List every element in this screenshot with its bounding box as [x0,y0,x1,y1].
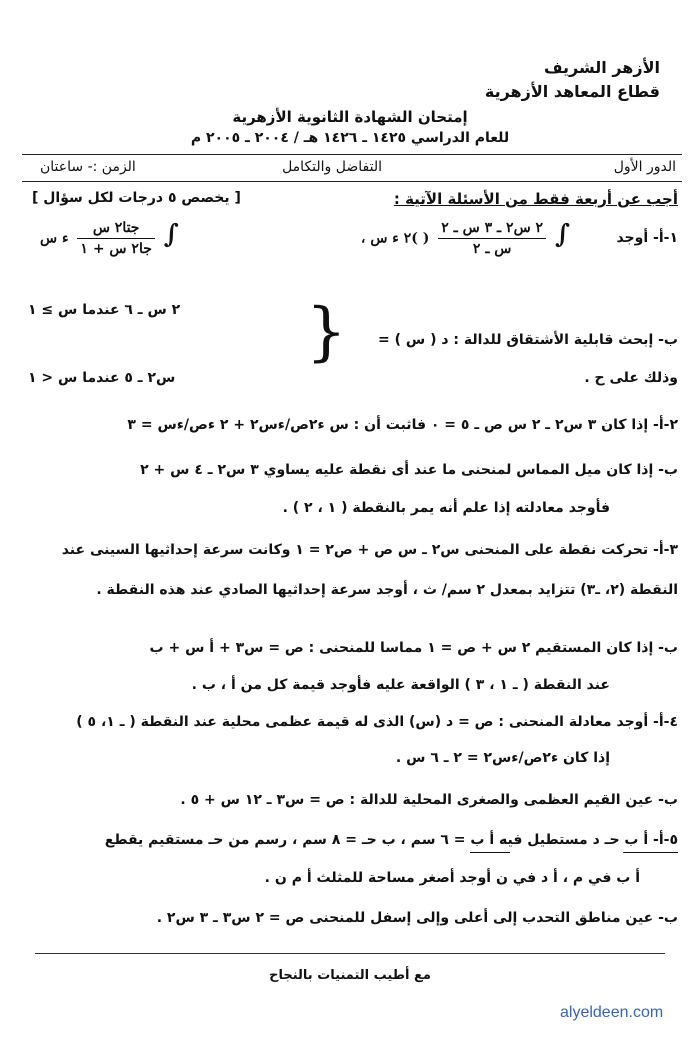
q2b-text-2: فأوجد معادلته إذا علم أنه يمر بالنقطة ( ١ ، ٢ ) . [282,500,610,516]
q5b-text: ب- عين مناطق التحدب إلى أعلى وإلى إسفل للمنحنى ص = ٢ س٣ ـ ٣ س٢ . [156,910,678,926]
footer-wishes: مع أطيب التمنيات بالنجاح [269,968,431,983]
marks-note: [ يخصص ٥ درجات لكل سؤال ] [32,190,241,206]
vector-arrow-1 [470,852,510,853]
q1b-text: ب- إبحث قابلية الأشتقاق للدالة : د ( س ) = [378,332,678,348]
q1a-label: ١-أ- أوجد [616,230,678,246]
q3a-text-1: ٣-أ- تحركت نقطة على المنحنى س٢ ـ س ص + ص٢ = ١ وكانت سرعة إحداثيها السينى عند [61,542,678,558]
q1b-case-2: س٢ ـ ٥ عندما س < ١ [28,370,176,386]
exam-round: الدور الأول [613,159,676,175]
piecewise-brace: { [306,295,347,369]
q4a-text-1: ٤-أ- أوجد معادلة المنحنى : ص = د (س) الذى له قيمة عظمى محلية عند النقطة ( ـ ١، ٥ ) [76,714,678,730]
website-watermark: alyeldeen.com [560,1004,664,1021]
q4b-text: ب- عين القيم العظمى والصغرى المحلية للدالة : ص = س٣ ـ ١٢ س + ٥ . [180,792,678,808]
q1a-fraction-1: $\frac{\text{٢ س٢ ـ ٣ س ـ ٢}}{\text{س ـ ٢}}$ [438,218,546,259]
q1b-domain: وذلك على ح . [584,370,678,386]
q2a-text: ٢-أ- إذا كان ٣ س٢ ـ ٢ س ص ـ ٥ = ٠ فاثبت أن : س ء٢ص/ءس٢ + ٢ ءص/ءس = ٣ [127,417,678,433]
q1a-integral-2: ∫ $\frac{\text{جتا٢ س}}{\text{جا٢ س + ١}}$ ء س [40,219,179,257]
q5a-text-1: ٥-أ- أ ب حـ د مستطيل فيه أ ب = ٦ سم ، ب حـ = ٨ سم ، رسم من حـ مستقيم يقطع [104,832,678,848]
exam-info-bar [22,154,682,182]
exam-title: إمتحان الشهادة الثانوية الأزهرية [232,108,468,126]
q1b-case-1: ٢ س ـ ٦ عندما س ≥ ١ [28,302,181,318]
sector-name: قطاع المعاهد الأزهرية [484,82,660,101]
instructions: أجب عن أربعة فقط من الأسئلة الآتية : [393,190,678,208]
exam-subject: التفاضل والتكامل [282,159,382,175]
q2b-text-1: ب- إذا كان ميل المماس لمنحنى ما عند أى نقطة عليه يساوي ٣ س٢ ـ ٤ س + ٢ [140,462,678,478]
academic-year: للعام الدراسي ١٤٢٥ ـ ١٤٢٦ هـ / ٢٠٠٤ ـ ٢٠٠٥ م [190,130,510,146]
institution-name: الأزهر الشريف [543,58,660,77]
q3b-text-1: ب- إذا كان المستقيم ٢ س + ص = ١ مماسا للمنحنى : ص = س٣ + أ س + ب [149,640,678,656]
footer-divider [35,953,665,954]
q3a-text-2: النقطة (٢، ـ٣) تتزايد بمعدل ٢ سم/ ث ، أوجد سرعة إحداثيها الصادي عند هذه النقطة . [96,582,678,598]
vector-arrow-2 [623,852,678,853]
q1a-integral-1: ∫ $\frac{\text{٢ س٢ ـ ٣ س ـ ٢}}{\text{س ـ ٢}}$ ( )٢ ء س ، [360,219,570,257]
q1a-fraction-2: $\frac{\text{جتا٢ س}}{\text{جا٢ س + ١}}$ [77,218,154,259]
exam-time: الزمن :- ساعتان [40,159,136,175]
q3b-text-2: عند النقطة ( ـ ١ ، ٣ ) الواقعة عليه فأوجد قيمة كل من أ ، ب . [191,677,610,693]
q4a-text-2: إذا كان ء٢ص/ءس٢ = ٢ ـ ٦ س . [395,750,610,766]
q5a-text-2: أ ب في م ، أ د في ن أوجد أصغر مساحة للمثلث أ م ن . [264,870,640,886]
